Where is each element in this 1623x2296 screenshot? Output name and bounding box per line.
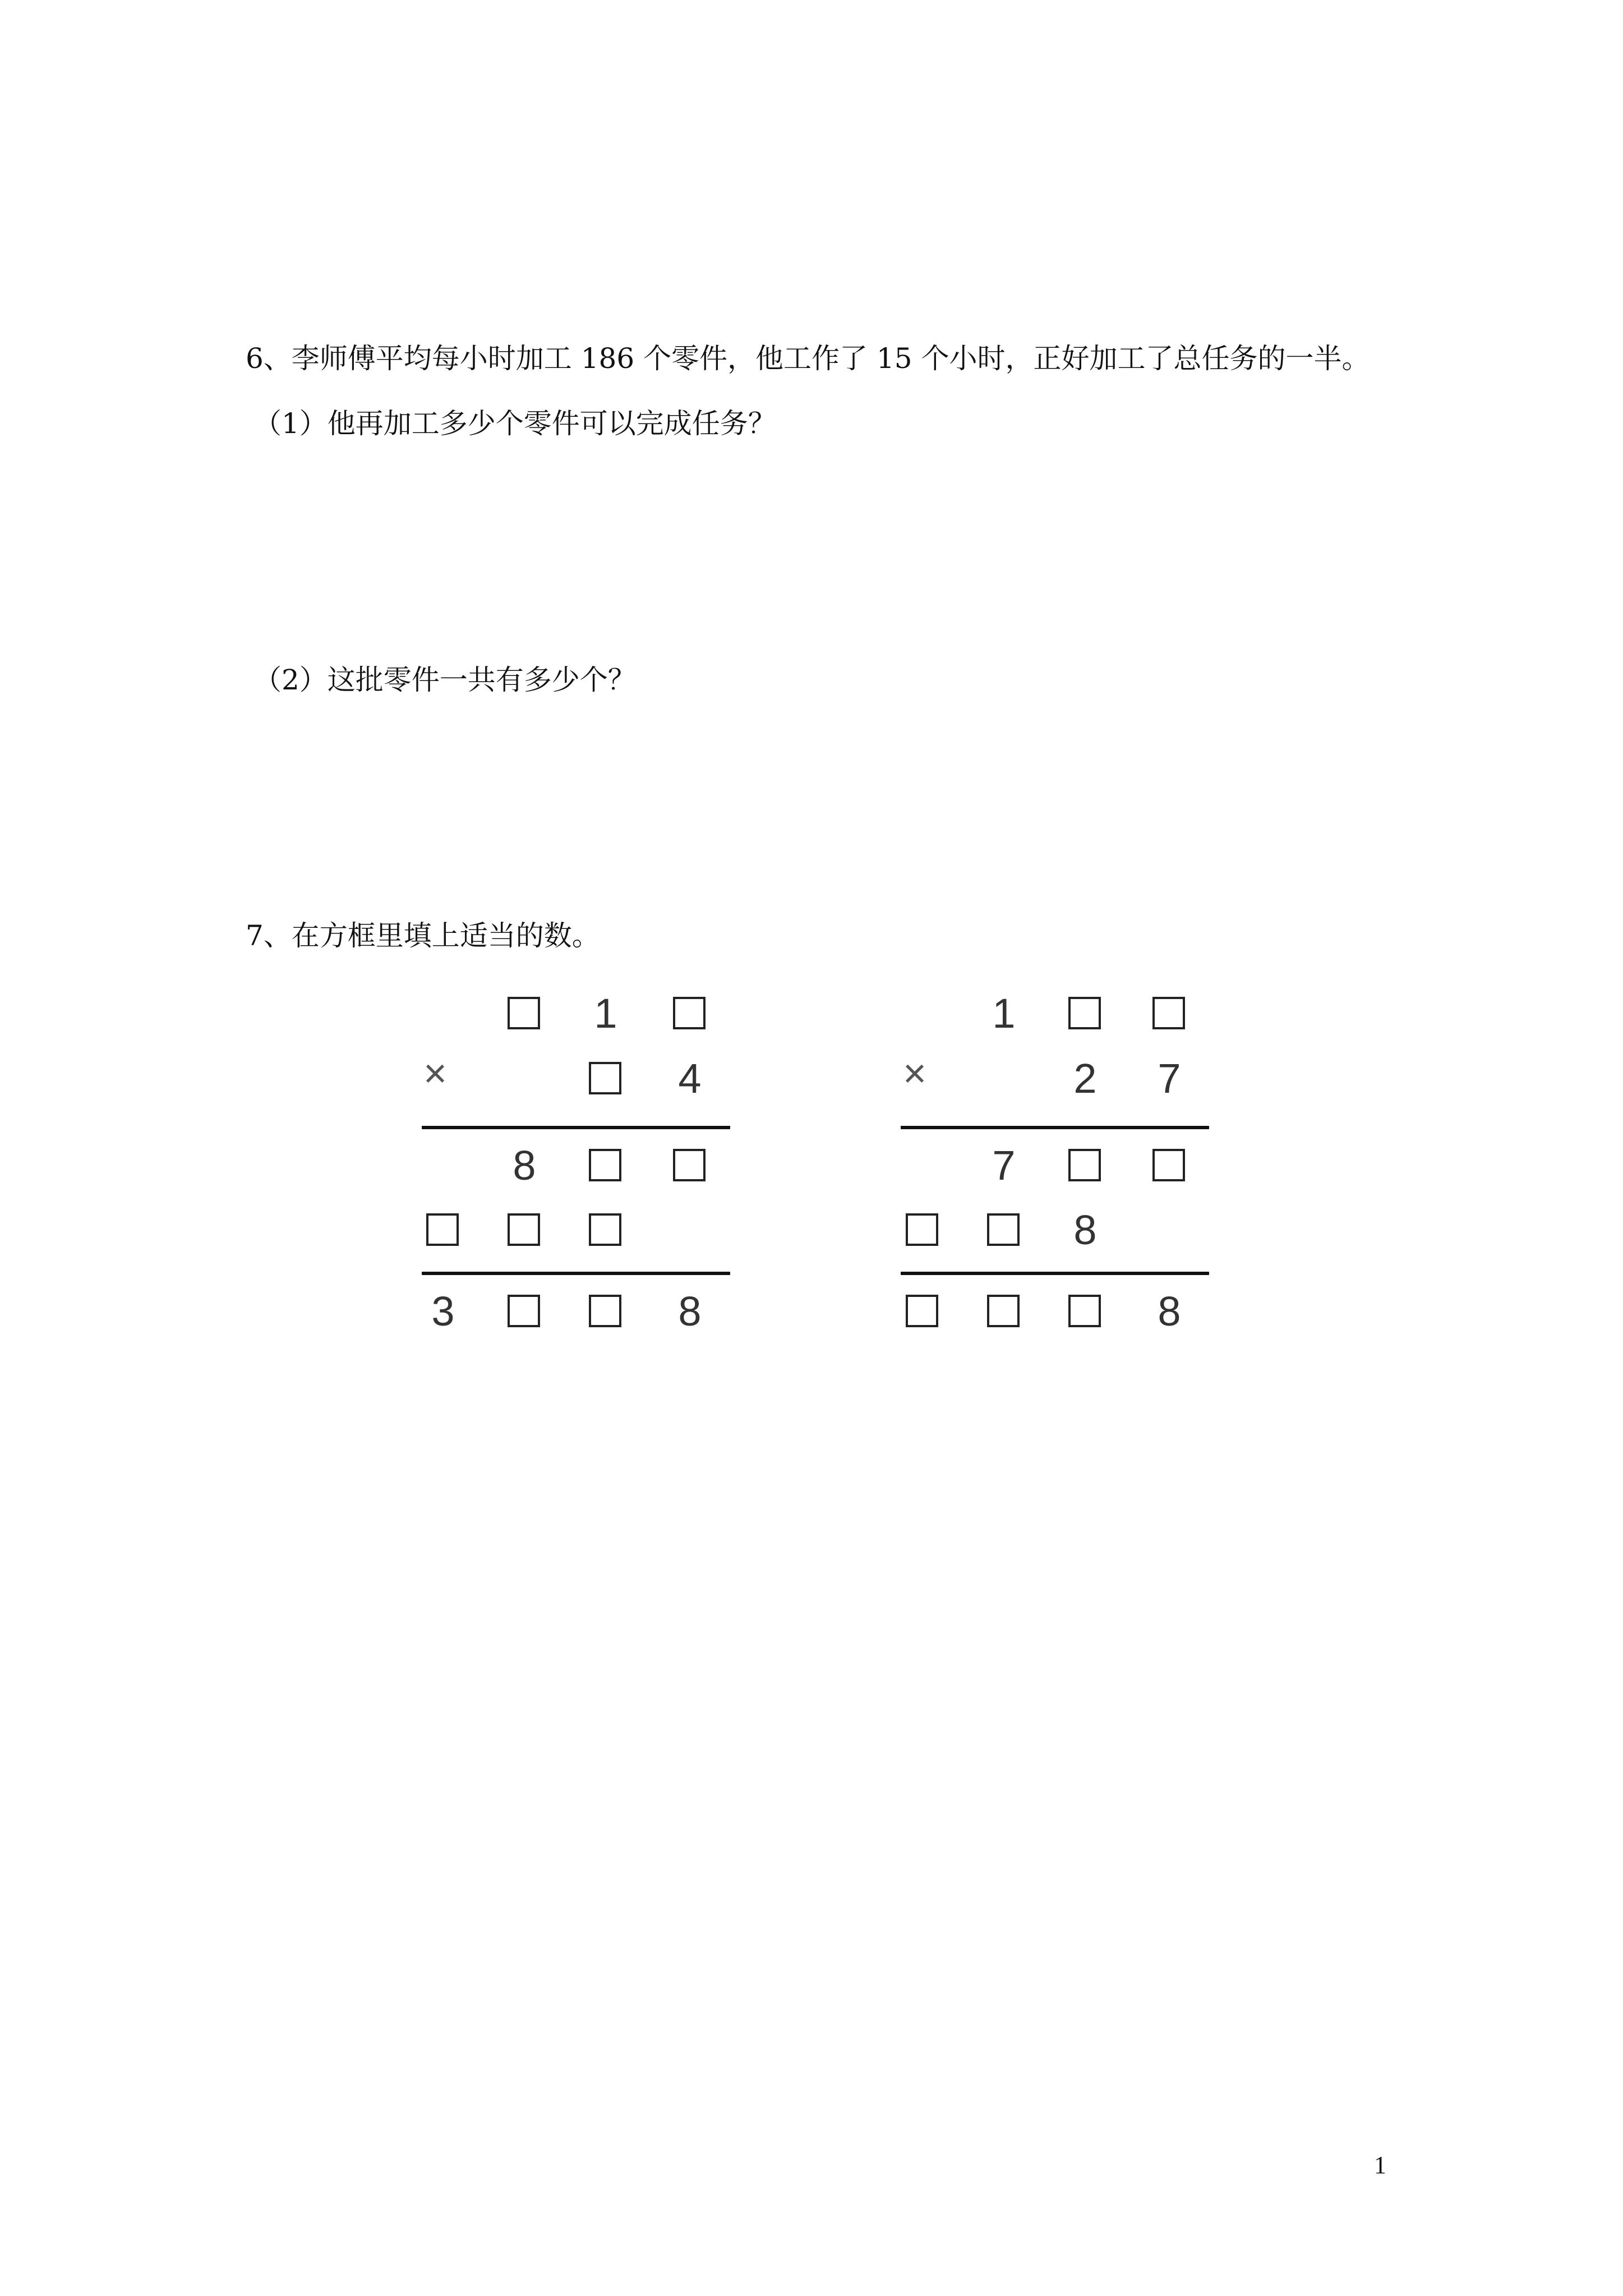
answer-box[interactable] [906,1295,938,1327]
multiplication-problem-left [423,987,737,1335]
digit: 7 [992,1142,1016,1189]
answer-box[interactable] [426,1213,459,1246]
line-separator [422,1272,730,1275]
digit: 8 [1158,1288,1181,1335]
digit: 3 [431,1288,455,1335]
digit: 4 [678,1055,702,1102]
digit: 2 [1073,1055,1097,1102]
answer-box[interactable] [589,1062,621,1094]
answer-box[interactable] [508,1213,540,1246]
answer-box[interactable] [589,1295,621,1327]
answer-box[interactable] [987,1295,1020,1327]
answer-box[interactable] [673,1149,706,1181]
digit: 1 [992,990,1016,1037]
answer-box[interactable] [1068,1149,1101,1181]
digit: 8 [513,1142,536,1189]
answer-box[interactable] [1068,1295,1101,1327]
question-6-part-2: （2）这批零件一共有多少个？ [253,664,636,696]
line-separator [901,1272,1209,1275]
question-7-title: 7、在方框里填上适当的数。 [246,919,600,952]
answer-box[interactable] [906,1213,938,1246]
question-6-part-1: （1）他再加工多少个零件可以完成任务？ [253,407,776,440]
answer-box[interactable] [673,997,706,1029]
question-6-title: 6、李师傅平均每小时加工 186 个零件，他工作了 15 个小时，正好加工了总任务的一半。 [246,342,1370,375]
multiply-sign: × [903,1051,927,1096]
multiplication-problem-right [903,987,1217,1335]
digit: 1 [594,990,617,1037]
multiply-sign: × [423,1051,448,1096]
answer-box[interactable] [1152,1149,1185,1181]
digit: 8 [1073,1207,1097,1253]
answer-box[interactable] [508,1295,540,1327]
line-separator [901,1126,1209,1129]
answer-box[interactable] [987,1213,1020,1246]
line-separator [422,1126,730,1129]
answer-box[interactable] [1068,997,1101,1029]
answer-box[interactable] [589,1149,621,1181]
answer-box[interactable] [508,997,540,1029]
digit: 8 [678,1288,702,1335]
digit: 7 [1158,1055,1181,1102]
answer-box[interactable] [589,1213,621,1246]
page-number: 1 [1374,2151,1386,2179]
answer-box[interactable] [1152,997,1185,1029]
